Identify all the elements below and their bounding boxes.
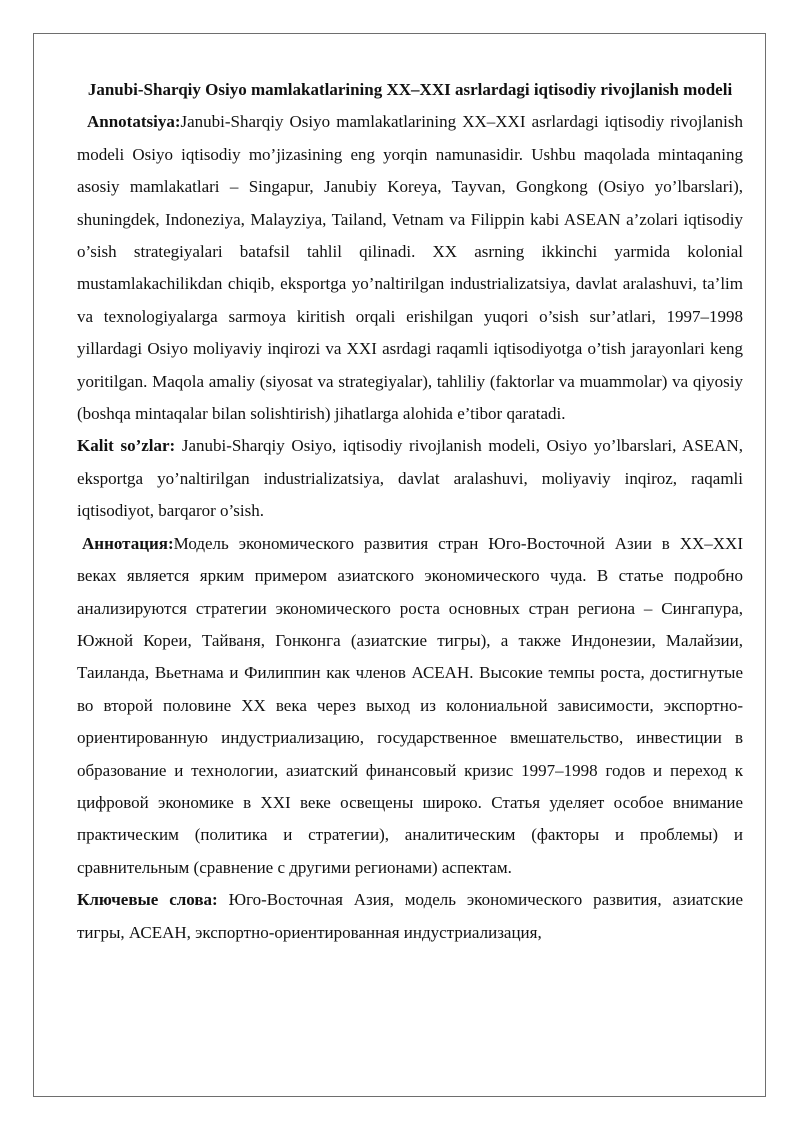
keywords-uz-label: Kalit so’zlar: <box>77 436 176 456</box>
abstract-ru-label: Аннотация: <box>82 533 174 553</box>
keywords-uz <box>77 430 743 527</box>
abstract-uz <box>77 106 743 430</box>
abstract-uz-text: Janubi-Sharqiy Osiyo mamlakatlarining XX–XXI asrlardagi iqtisodiy rivojlanish modeli Osiyo iqtisodiy mo’jizasining eng yorqin namunasidir. Ushbu maqolada mintaqaning asosiy mamlakatlari – Singapur, Janubiy Koreya, Tayvan, Gongkong (Osiyo yo’lbarslari), shuningdek, Indoneziya, Malayziya, Tailand, Vetnam va Filippin kabi ASEAN a’zolari iqtisodiy o’sish strategiyalari batafsil tahlil qilinadi. XX asrning ikkinchi yarmida kolonial mustamlakachilikdan chiqib, eksportga yo’naltirilgan industrializatsiya, davlat aralashuvi, ta’lim va texnologiyalarga sarmoya kiritish orqali erishilgan yuqori o’sish sur’atlari, 1997–1998 yillardagi Osiyo moliyaviy inqirozi va XXI asrdagi raqamli iqtisodiyotga o’tish jarayonlari keng yoritilgan. Maqola amaliy (siyosat va strategiyalar), tahliliy (faktorlar va muammolar) va qiyosiy (boshqa mintaqalar bilan solishtirish) jihatlarga alohida e’tibor qaratadi. <box>77 112 743 424</box>
abstract-uz-label: Annotatsiya: <box>87 112 181 132</box>
abstract-ru <box>77 528 743 884</box>
keywords-ru <box>77 884 743 949</box>
keywords-ru-text: Юго-Восточная Азия, модель экономического развития, азиатские тигры, АСЕАН, экспортно-ориентированная индустриализация, <box>77 890 743 942</box>
document-body <box>77 74 743 949</box>
keywords-uz-text: Janubi-Sharqiy Osiyo, iqtisodiy rivojlanish modeli, Osiyo yo’lbarslari, ASEAN, eksportga yo’naltirilgan industrializatsiya, davlat aralashuvi, moliyaviy inqiroz, raqamli iqtisodiyot, barqaror o’sish. <box>77 436 743 521</box>
abstract-ru-text: Модель экономического развития стран Юго-Восточной Азии в XX–XXI веках является ярким примером азиатского экономического чуда. В статье подробно анализируются стратегии экономического роста основных стран региона – Сингапура, Южной Кореи, Тайваня, Гонконга (азиатские тигры), а также Индонезии, Малайзии, Таиланда, Вьетнама и Филиппин как членов АСЕАН. Высокие темпы роста, достигнутые во второй половине XX века через выход из колониальной зависимости, экспортно-ориентированную индустриализацию, государственное вмешательство, инвестиции в образование и технологии, азиатский финансовый кризис 1997–1998 годов и переход к цифровой экономике в XXI веке освещены широко. Статья уделяет особое внимание практическим (политика и стратегии), аналитическим (факторы и проблемы) и сравнительным (сравнение с другими регионами) аспектам. <box>77 533 743 877</box>
keywords-ru-label: Ключевые слова: <box>77 890 218 910</box>
page-title: Janubi-Sharqiy Osiyo mamlakatlarining XX–XXI asrlardagi iqtisodiy rivojlanish modeli <box>87 80 733 99</box>
